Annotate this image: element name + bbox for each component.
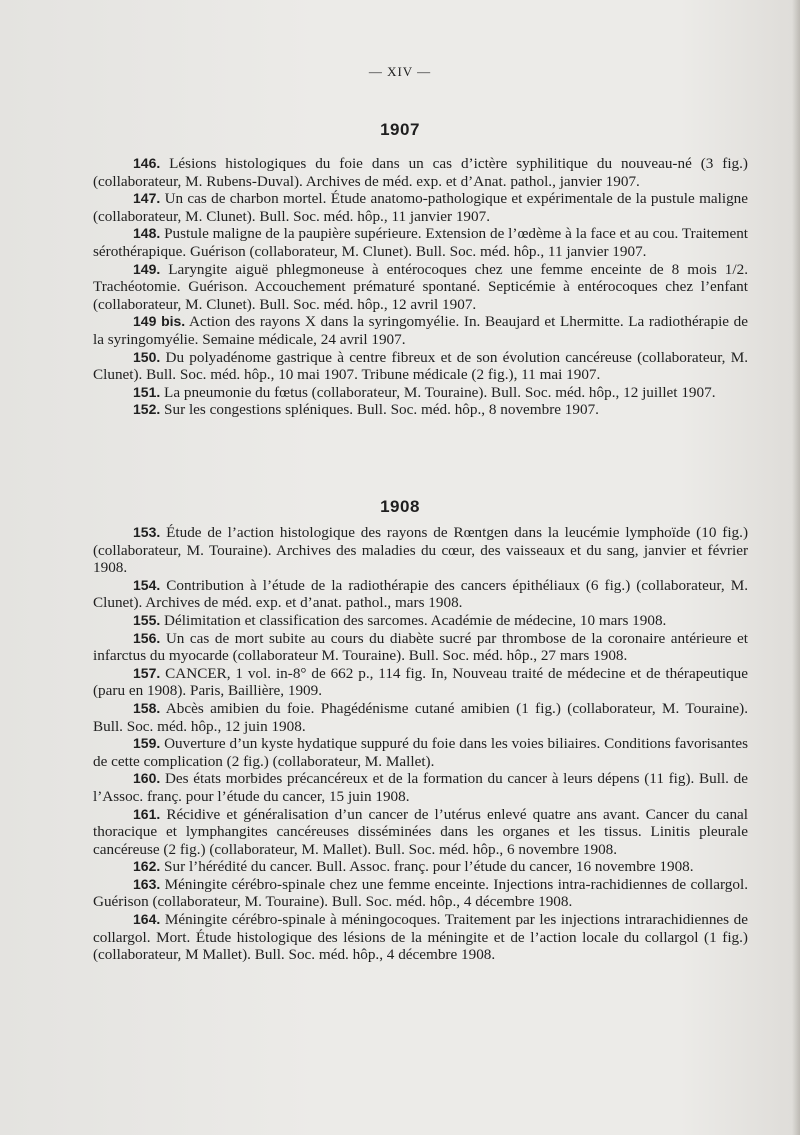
bibliography-entry [93,313,748,348]
entry-number: 149. [133,260,161,277]
entry-text: Contribution à l’étude de la radiothérapie des cancers épithéliaux (6 fig.) (collaborateur, M. Clunet). Archives de méd. exp. et d’anat. pathol., mars 1908. [93,576,748,612]
entry-text: Sur les congestions spléniques. Bull. Soc. méd. hôp., 8 novembre 1907. [164,401,599,419]
entry-number: 160. [133,770,161,787]
bibliography-entry [93,524,748,577]
bibliography-entry [93,876,748,911]
bibliography-entry [93,384,748,402]
bibliography-entry [93,155,748,190]
entry-number: 155. [133,611,161,628]
entry-text: Action des rayons X dans la syringomyélie. In. Beaujard et Lhermitte. La radiothérapie de la syringomyélie. Semaine médicale, 24 avril 1907. [93,313,748,348]
entries-1908 [93,524,748,964]
entry-number: 158. [133,699,161,716]
entry-text: Lésions histologiques du foie dans un cas d’ictère syphilitique du nouveau-né (3 fig.) (collaborateur, M. Rubens-Duval). Archives de méd. exp. et d’Anat. pathol., janvier 1907. [93,155,748,190]
entry-number: 164. [133,911,161,928]
entry-text: Un cas de mort subite au cours du diabète sucré par thrombose de la coronaire antérieure et infarctus du myocarde (collaborateur M. Touraine). Bull. Soc. méd. hôp., 27 mars 1908. [93,629,749,665]
page-edge-shadow [792,0,800,1135]
bibliography-entry [93,612,748,630]
entry-number: 156. [133,629,161,646]
entry-number: 162. [133,858,161,875]
year-heading-1907: 1907 [380,120,420,139]
entry-text: Méningite cérébro-spinale chez une femme enceinte. Injections intra-rachidiennes de collargol. Guérison (collaborateur, M. Touraine). Bull. Soc. méd. hôp., 4 décembre 1908. [93,875,748,911]
entry-number: 150. [133,348,161,365]
bibliography-entry [93,190,748,225]
entry-text: CANCER, 1 vol. in-8° de 662 p., 114 fig. In, Nouveau traité de médecine et de thérapeutique (paru en 1908). Paris, Baillière, 1909. [93,664,749,700]
entry-number: 149 bis. [133,313,186,330]
bibliography-entry [93,911,748,964]
entry-text: Des états morbides précancéreux et de la formation du cancer à leurs dépens (11 fig). Bull. de l’Assoc. franç. pour l’étude du cancer, 15 juin 1908. [93,770,749,805]
entry-text: Abcès amibien du foie. Phagédénisme cutané amibien (1 fig.) (collaborateur, M. Touraine). Bull. Soc. méd. hôp., 12 juin 1908. [93,699,749,735]
entry-number: 146. [133,155,161,171]
entry-text: Méningite cérébro-spinale à méningocoques. Traitement par les injections intrarachidiennes de collargol. Mort. Étude histologique des lésions de la méningite et de l’action locale du collargol (1 fig.) (collaborateur, M Mallet). Bull. Soc. méd. hôp., 4 décembre 1908. [93,911,749,964]
year-heading-1908: 1908 [380,497,420,516]
running-head: — XIV — [368,64,432,79]
entry-text: Du polyadénome gastrique à centre fibreux et de son évolution cancéreuse (collaborateur, M. Clunet). Bull. Soc. méd. hôp., 10 mai 1907. Tribune médicale (2 fig.), 11 mai 1907. [93,348,749,384]
bibliography-entry [93,806,748,859]
entry-number: 154. [133,576,161,593]
entry-text: Étude de l’action histologique des rayons de Rœntgen dans la leucémie lymphoïde (10 fig.) (collaborateur, M. Touraine). Archives des maladies du cœur, des vaisseaux et du sang, janvier et février 1908. [93,524,749,577]
entry-number: 157. [133,664,161,681]
bibliography-entry [93,261,748,314]
entry-number: 152. [133,401,161,418]
bibliography-entry [93,225,748,260]
entry-text: Laryngite aiguë phlegmoneuse à entérocoques chez une femme enceinte de 8 mois 1/2. Trachéotomie. Guérison. Accouchement prématuré spontané. Septicémie à entérocoques chez l’enfant (collaborateur, M. Clunet). Bull. Soc. méd. hôp., 12 avril 1907. [93,260,749,313]
entry-number: 153. [133,524,161,540]
bibliography-entry [93,735,748,770]
entries-1907 [93,155,748,419]
entry-text: Ouverture d’un kyste hydatique suppuré du foie dans les voies biliaires. Conditions favorisantes de cette complication (2 fig.) (collaborateur, M. Mallet). [93,735,748,770]
entry-number: 161. [133,805,161,822]
entry-number: 148. [133,225,161,242]
entry-text: Sur l’hérédité du cancer. Bull. Assoc. franç. pour l’étude du cancer, 16 novembre 1908. [164,858,694,876]
entry-text: Délimitation et classification des sarcomes. Académie de médecine, 10 mars 1908. [164,611,667,629]
entry-number: 151. [133,383,161,400]
entry-text: Un cas de charbon mortel. Étude anatomo-pathologique et expérimentale de la pustule maligne (collaborateur, M. Clunet). Bull. Soc. méd. hôp., 11 janvier 1907. [93,190,748,225]
entry-number: 159. [133,735,161,752]
bibliography-entry [93,770,748,805]
bibliography-entry [93,577,748,612]
entry-number: 147. [133,190,161,207]
bibliography-entry [93,401,748,419]
bibliography-entry [93,665,748,700]
bibliography-entry [93,700,748,735]
bibliography-entry [93,349,748,384]
bibliography-entry [93,858,748,876]
entry-text: La pneumonie du fœtus (collaborateur, M. Touraine). Bull. Soc. méd. hôp., 12 juillet 1907. [164,383,716,401]
entry-text: Récidive et généralisation d’un cancer de l’utérus enlevé quatre ans avant. Cancer du canal thoracique et lymphangites cancéreuses disséminées dans les organes et les tissus. Linitis pleurale cancéreuse (2 fig.) (collaborateur, M. Mallet). Bull. Soc. méd. hôp., 6 novembre 1908. [93,805,749,858]
entry-number: 163. [133,875,161,892]
bibliography-entry [93,630,748,665]
entry-text: Pustule maligne de la paupière supérieure. Extension de l’œdème à la face et au cou. Traitement sérothérapique. Guérison (collaborateur, M. Clunet). Bull. Soc. méd. hôp., 11 janvier 1907. [93,225,749,260]
